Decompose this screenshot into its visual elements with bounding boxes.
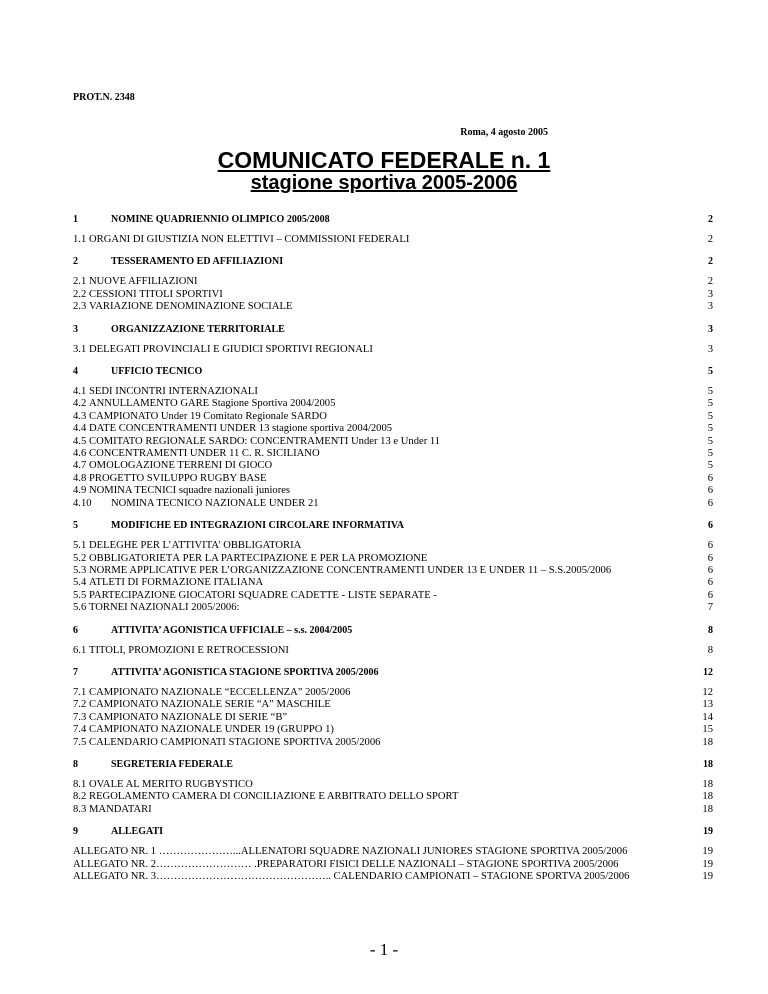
item-label: ALLEGATO NR. 2……………………… .PREPARATORI FISICI DELLE NAZIONALI – STAGIONE SPORTIVA 2005/2006 xyxy=(73,858,619,870)
item-page: 18 xyxy=(702,736,713,748)
toc-section-5[interactable] xyxy=(73,520,713,531)
item-number: 8.3 xyxy=(73,803,87,815)
item-page: 6 xyxy=(707,540,713,552)
item-page: 2 xyxy=(707,234,713,245)
item-label: TORNEI NAZIONALI 2005/2006: xyxy=(89,602,240,614)
toc-subsection-list xyxy=(73,386,713,510)
item-page: 6 xyxy=(707,552,713,564)
item-number: 1.1 xyxy=(73,234,87,245)
item-label: DELEGHE PER L’ATTIVITA’ OBBLIGATORIA xyxy=(89,540,302,552)
item-label: DELEGATI PROVINCIALI E GIUDICI SPORTIVI REGIONALI xyxy=(89,343,373,355)
item-label: OBBLIGATORIETÀ PER LA PARTECIPAZIONE E PER LA PROMOZIONE xyxy=(89,552,428,564)
section-number: 9 xyxy=(73,826,78,838)
toc-subsection-list xyxy=(73,276,713,313)
section-title: MODIFICHE ED INTEGRAZIONI CIRCOLARE INFORMATIVA xyxy=(111,520,404,532)
item-page: 6 xyxy=(707,472,713,484)
toc-item[interactable] xyxy=(73,460,713,472)
toc-item[interactable] xyxy=(73,301,713,313)
item-number: 3.1 xyxy=(73,343,87,355)
section-page: 19 xyxy=(703,826,713,838)
document-subtitle: stagione sportiva 2005-2006 xyxy=(250,172,518,194)
toc-item[interactable] xyxy=(73,846,713,858)
toc-item[interactable] xyxy=(73,386,713,398)
item-page: 18 xyxy=(702,803,713,815)
item-label: DATE CONCENTRAMENTI UNDER 13 stagione sportiva 2004/2005 xyxy=(89,423,393,435)
item-label: CONCENTRAMENTI UNDER 11 C. R. SICILIANO xyxy=(89,448,320,460)
item-page: 5 xyxy=(707,386,713,398)
toc-item[interactable] xyxy=(73,234,713,246)
section-title: ORGANIZZAZIONE TERRITORIALE xyxy=(111,323,285,335)
item-number: 8.1 xyxy=(73,778,87,790)
section-number: 6 xyxy=(73,624,78,636)
item-label: REGOLAMENTO CAMERA DI CONCILIAZIONE E ARBITRATO DELLO SPORT xyxy=(89,791,459,803)
toc-item[interactable] xyxy=(73,737,713,749)
section-title: UFFICIO TECNICO xyxy=(111,366,203,378)
item-page: 5 xyxy=(707,398,713,410)
item-page: 14 xyxy=(702,711,713,723)
section-title: TESSERAMENTO ED AFFILIAZIONI xyxy=(111,256,284,268)
section-page: 2 xyxy=(708,214,713,225)
section-number: 7 xyxy=(73,666,78,678)
toc-item[interactable] xyxy=(73,540,713,552)
item-number: 4.7 xyxy=(73,460,87,472)
toc-item[interactable] xyxy=(73,498,713,510)
toc-item[interactable] xyxy=(73,473,713,485)
item-page: 12 xyxy=(702,686,713,698)
item-label: CAMPIONATO NAZIONALE “ECCELLENZA” 2005/2006 xyxy=(89,686,351,698)
item-label: ANNULLAMENTO GARE Stagione Sportiva 2004/2005 xyxy=(89,398,336,410)
page-number: - 1 - xyxy=(369,940,399,959)
section-number: 3 xyxy=(73,323,78,335)
toc-item[interactable] xyxy=(73,859,713,871)
toc-item[interactable] xyxy=(73,398,713,410)
item-number: 5.2 xyxy=(73,552,87,564)
section-number: 8 xyxy=(73,758,78,770)
item-label: CESSIONI TITOLI SPORTIVI xyxy=(89,288,223,300)
item-number: 4.2 xyxy=(73,398,87,410)
section-page: 3 xyxy=(708,323,713,335)
toc-subsection-list xyxy=(73,234,713,246)
item-page: 6 xyxy=(707,564,713,576)
section-page: 18 xyxy=(703,758,713,770)
item-page: 5 xyxy=(707,448,713,460)
section-page: 5 xyxy=(708,366,713,378)
item-page: 18 xyxy=(702,791,713,803)
item-label: VARIAZIONE DENOMINAZIONE SOCIALE xyxy=(89,301,293,313)
item-page: 6 xyxy=(707,577,713,589)
item-page: 15 xyxy=(702,724,713,736)
toc-item[interactable] xyxy=(73,687,713,699)
item-number: 5.4 xyxy=(73,577,87,589)
toc-item[interactable] xyxy=(73,448,713,460)
toc-subsection-list xyxy=(73,645,713,657)
item-page: 19 xyxy=(702,871,713,882)
toc-subsection-list xyxy=(73,846,713,883)
item-number: 4.8 xyxy=(73,472,87,484)
item-number: 7.1 xyxy=(73,686,87,698)
section-number: 5 xyxy=(73,520,78,532)
item-page: 18 xyxy=(702,778,713,790)
toc-subsection-list xyxy=(73,344,713,356)
toc-item[interactable] xyxy=(73,289,713,301)
protocol-number: PROT.N. 2348 xyxy=(73,92,135,103)
item-page: 5 xyxy=(707,435,713,447)
item-number: 4.5 xyxy=(73,435,87,447)
item-label: NOMINA TECNICO NAZIONALE UNDER 21 xyxy=(111,497,319,509)
item-label: CAMPIONATO NAZIONALE DI SERIE “B” xyxy=(89,711,288,723)
toc-item[interactable] xyxy=(73,423,713,435)
section-page: 12 xyxy=(703,666,713,678)
item-label: PROGETTO SVILUPPO RUGBY BASE xyxy=(89,472,267,484)
item-label: ATLETI DI FORMAZIONE ITALIANA xyxy=(89,577,264,589)
toc-item[interactable] xyxy=(73,602,713,614)
toc-section-6[interactable] xyxy=(73,625,713,636)
item-label: TITOLI, PROMOZIONI E RETROCESSIONI xyxy=(89,644,289,656)
toc-subsection-list xyxy=(73,779,713,816)
toc-section-2[interactable] xyxy=(73,256,713,267)
item-page: 7 xyxy=(707,602,713,614)
section-title: NOMINE QUADRIENNIO OLIMPICO 2005/2008 xyxy=(111,214,330,225)
item-number: 4.6 xyxy=(73,448,87,460)
toc-item[interactable] xyxy=(73,699,713,711)
toc-section-4[interactable] xyxy=(73,366,713,377)
item-page: 6 xyxy=(707,497,713,509)
toc-item[interactable] xyxy=(73,590,713,602)
item-label: NUOVE AFFILIAZIONI xyxy=(89,276,198,288)
item-number: 7.5 xyxy=(73,736,87,748)
document-title: COMUNICATO FEDERALE n. 1 xyxy=(217,147,551,173)
item-page: 3 xyxy=(707,343,713,355)
toc-item[interactable] xyxy=(73,779,713,791)
item-label: OVALE AL MERITO RUGBYSTICO xyxy=(89,778,253,790)
item-page: 13 xyxy=(702,699,713,711)
toc-item[interactable] xyxy=(73,436,713,448)
toc-item[interactable] xyxy=(73,553,713,565)
item-page: 19 xyxy=(702,858,713,870)
section-page: 6 xyxy=(708,520,713,532)
section-title: ATTIVITA’ AGONISTICA UFFICIALE – s.s. 2004/2005 xyxy=(111,624,353,636)
item-label: NORME APPLICATIVE PER L’ORGANIZZAZIONE CONCENTRAMENTI UNDER 13 E UNDER 11 – S.S.2005/2006 xyxy=(89,564,612,576)
item-number: 6.1 xyxy=(73,644,87,656)
toc-item[interactable] xyxy=(73,871,713,883)
item-number: 2.3 xyxy=(73,301,87,313)
section-number: 2 xyxy=(73,256,78,268)
section-page: 8 xyxy=(708,624,713,636)
toc-subsection-list xyxy=(73,687,713,749)
item-number: 7.2 xyxy=(73,699,87,711)
section-page: 2 xyxy=(708,256,713,268)
item-number: 5.6 xyxy=(73,602,87,614)
item-number: 7.4 xyxy=(73,724,87,736)
item-page: 5 xyxy=(707,423,713,435)
toc-item[interactable] xyxy=(73,565,713,577)
toc-section-8[interactable] xyxy=(73,759,713,770)
toc-item[interactable] xyxy=(73,485,713,497)
toc-item[interactable] xyxy=(73,577,713,589)
item-page: 3 xyxy=(707,288,713,300)
item-page: 3 xyxy=(707,301,713,313)
item-label: PARTECIPAZIONE GIOCATORI SQUADRE CADETTE - LISTE SEPARATE - xyxy=(89,589,437,601)
toc-item[interactable] xyxy=(73,791,713,803)
item-number: 4.3 xyxy=(73,410,87,422)
item-label: ALLEGATO NR. 1 …………………...ALLENATORI SQUADRE NAZIONALI JUNIORES STAGIONE SPORTIVA 2005/2006 xyxy=(73,846,628,858)
toc-subsection-list xyxy=(73,540,713,614)
item-label: NOMINA TECNICI squadre nazionali juniores xyxy=(89,485,291,497)
item-label: MANDATARI xyxy=(89,803,152,815)
toc-item[interactable] xyxy=(73,276,713,288)
item-label: CAMPIONATO Under 19 Comitato Regionale SARDO xyxy=(89,410,327,422)
item-label: ORGANI DI GIUSTIZIA NON ELETTIVI – COMMISSIONI FEDERALI xyxy=(89,234,410,245)
item-label: SEDI INCONTRI INTERNAZIONALI xyxy=(89,386,258,398)
document-date: Roma, 4 agosto 2005 xyxy=(460,127,548,138)
section-title: ALLEGATI xyxy=(111,826,164,838)
item-number: 5.3 xyxy=(73,564,87,576)
section-number: 4 xyxy=(73,366,78,378)
item-label: ALLEGATO NR. 3………………………………………….. CALENDARIO CAMPIONATI – STAGIONE SPORTVA 2005/2006 xyxy=(73,871,630,882)
item-number: 4.1 xyxy=(73,386,87,398)
item-page: 6 xyxy=(707,485,713,497)
item-page: 5 xyxy=(707,410,713,422)
item-page: 19 xyxy=(702,846,713,858)
item-label: CAMPIONATO NAZIONALE SERIE “A” MASCHILE xyxy=(89,699,331,711)
section-title: SEGRETERIA FEDERALE xyxy=(111,758,233,770)
item-page: 6 xyxy=(707,589,713,601)
item-number: 5.1 xyxy=(73,540,87,552)
item-page: 8 xyxy=(707,644,713,656)
item-number: 7.3 xyxy=(73,711,87,723)
item-number: 8.2 xyxy=(73,791,87,803)
toc-section-9[interactable] xyxy=(73,826,713,837)
item-number: 4.10 xyxy=(73,497,92,509)
toc-item[interactable] xyxy=(73,645,713,657)
section-number: 1 xyxy=(73,214,78,225)
item-page: 5 xyxy=(707,460,713,472)
toc-section-1[interactable] xyxy=(73,214,713,225)
section-title: ATTIVITA’ AGONISTICA STAGIONE SPORTIVA 2005/2006 xyxy=(111,666,379,678)
item-label: COMITATO REGIONALE SARDO: CONCENTRAMENTI Under 13 e Under 11 xyxy=(89,435,441,447)
toc-item[interactable] xyxy=(73,724,713,736)
table-of-contents xyxy=(73,214,713,883)
item-label: CALENDARIO CAMPIONATI STAGIONE SPORTIVA 2005/2006 xyxy=(89,736,381,748)
toc-item[interactable] xyxy=(73,712,713,724)
item-page: 2 xyxy=(707,276,713,288)
item-number: 5.5 xyxy=(73,589,87,601)
toc-item[interactable] xyxy=(73,411,713,423)
item-number: 4.4 xyxy=(73,423,87,435)
item-number: 2.1 xyxy=(73,276,87,288)
toc-item[interactable] xyxy=(73,344,713,356)
toc-section-3[interactable] xyxy=(73,324,713,335)
item-number: 4.9 xyxy=(73,485,87,497)
item-label: OMOLOGAZIONE TERRENI DI GIOCO xyxy=(89,460,273,472)
item-number: 2.2 xyxy=(73,288,87,300)
item-label: CAMPIONATO NAZIONALE UNDER 19 (GRUPPO 1) xyxy=(89,724,334,736)
toc-item[interactable] xyxy=(73,804,713,816)
toc-section-7[interactable] xyxy=(73,667,713,678)
